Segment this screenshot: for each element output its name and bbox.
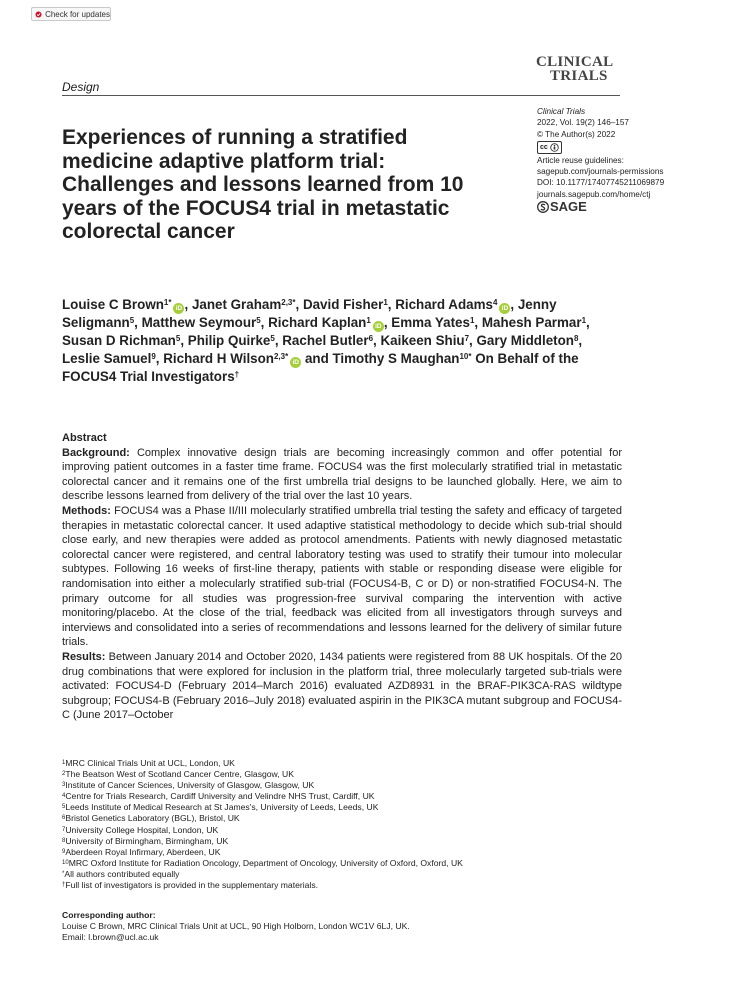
reuse-guidelines-link[interactable]: sagepub.com/journals-permissions [537,167,664,177]
author [62,297,184,312]
affiliation-item [62,802,463,813]
reuse-guidelines-label: Article reuse guidelines: [537,155,624,165]
abstract-methods [62,504,622,650]
author [62,333,180,348]
author-name: Mahesh Parmar [481,315,582,330]
affiliation-item [62,758,463,769]
cc-license-badge[interactable] [537,141,562,154]
author-affiliation-marker: 5 [270,334,275,343]
author-name: Jenny Seligmann [62,297,557,330]
affiliation-number: 2 [62,771,66,778]
abstract-background-text: Complex innovative design trials are becoming increasingly common and offer potential for improving patient outcomes in a faster time frame. FOCUS4 was the first molecularly stratified trial in metastatic colorectal cancer and it remains one of the first umbrella trial designs to be launched globally. Here, we aim to describe lessons learned from delivery of the trial over the last 10 years. [62,446,623,503]
author [332,351,471,366]
affiliation-number: 4 [62,793,66,800]
header-rule [62,95,620,96]
affiliation-item [62,825,463,836]
author [163,351,301,366]
note-item [62,880,318,891]
affiliation-item [62,791,463,802]
affiliation-text: Centre for Trials Research, Cardiff University and Velindre NHS Trust, Cardiff, UK [65,791,375,802]
author-list: Louise C Brown$^{1*}$iD , Janet Graham$^{2,3*}$, David Fisher$^1$, Richard Adams$^4$iD , Jenny Seligmann$^5$, Matthew Seymour$^5$, Richard Kaplan$^1$iD , Emma Yates$^1$, Mahesh Parmar$^1$, Susan D Richman$^5$, Philip Quirke$^5$, Rachel Butler$^6$, Kaikeen Shiu$^7$, Gary Middleton$^8$, Leslie Samuel$^9$, Richard H Wilson$^{2,3*}$iD and Timothy S Maughan$^{10*}$ On Behalf of the FOCUS4 Trial Investigators† [62,297,590,384]
correspondence-email[interactable]: Email: l.brown@ucl.ac.uk [62,932,159,943]
author-name: Richard H Wilson [163,350,274,366]
author-list-and: and [304,350,329,366]
orcid-icon[interactable]: iD [373,321,384,332]
note-item [62,869,318,880]
author [188,333,275,348]
check-for-updates-badge[interactable] [31,7,111,21]
abstract-background-label: Background: [62,446,130,459]
author-name: Richard Adams [395,297,493,312]
author-notes [62,869,318,891]
author-affiliation-marker: 1* [163,298,172,307]
author-affiliation-marker: 8 [573,334,579,343]
affiliation-number: 5 [62,804,66,811]
article-title: Experiences of running a stratified medicine adaptive platform trial: Challenges and lessons learned from 10 years of the FOCUS4 trial in metastatic colorectal cancer [62,126,464,243]
author-affiliation-marker: 2,3* [273,351,289,361]
affiliation-number: 7 [62,826,66,833]
article-doi[interactable]: DOI: 10.1177/17407745211069879 [537,178,665,188]
author-affiliation-marker: 5 [256,316,261,325]
author [395,297,510,312]
affiliation-text: University College Hospital, London, UK [65,824,219,835]
affiliation-text: Aberdeen Royal Infirmary, Aberdeen, UK [65,846,221,857]
affiliation-number: 10 [62,859,69,866]
author [192,297,296,312]
journal-logo-line2: TRIALS [550,68,608,84]
author-name: David Fisher [302,297,384,312]
affiliation-number: 1 [62,760,66,766]
author-name: Matthew Seymour [141,315,257,330]
orcid-icon[interactable]: iD [290,357,301,368]
author-name: Susan D Richman [62,333,176,348]
journal-copyright: © The Author(s) 2022 [537,129,616,139]
author [62,351,156,366]
affiliation-text: Bristol Genetics Laboratory (BGL), Bristol, UK [65,813,240,824]
correspondence-heading: Corresponding author: [62,910,156,920]
abstract-results-text: Between January 2014 and October 2020, 1434 patients were registered from 88 UK hospitals. Of the 20 drug combinations that were explored for inclusion in the platform trial, three molecularly targeted sub-trials were activated: FOCUS4-D (February 2014–March 2016) evaluated AZD8931 in the BRAF-PIK3CA-RAS wildtype subgroup; FOCUS4-B (February 2016–July 2018) evaluated aspirin in the PIK3CA mutant subgroup and FOCUS4-C (June 2017–October [62,650,622,722]
check-for-updates-label: Check for updates [45,9,110,19]
note-text: Full list of investigators is provided in the supplementary materials. [65,880,319,891]
author-name: Emma Yates [391,315,470,330]
author-name: Timothy S Maughan [332,350,460,366]
abstract-results-label: Results: [62,650,106,663]
author-affiliation-marker: 6 [368,334,374,343]
author [391,315,474,330]
journal-citation: 2022, Vol. 19(2) 146–157 [537,118,629,128]
author-affiliation-marker: 1 [469,316,475,325]
affiliation-number: 8 [62,837,66,844]
affiliation-item [62,836,463,847]
abstract [62,431,622,723]
affiliation-text: MRC Oxford Institute for Radiation Oncology, Department of Oncology, University of Oxford, Oxford, UK [68,857,463,868]
author [482,315,586,330]
affiliation-text: Leeds Institute of Medical Research at St James's, University of Leeds, Leeds, UK [65,802,379,813]
correspondence-address: Louise C Brown, MRC Clinical Trials Unit at UCL, 90 High Holborn, London WC1V 6LJ, UK. [62,921,410,932]
affiliations-list [62,758,463,869]
affiliation-text: University of Birmingham, Birmingham, UK [65,835,229,846]
author-name: Janet Graham [191,297,282,312]
author-name: Gary Middleton [476,333,574,348]
affiliation-item [62,813,463,824]
journal-metadata [537,106,664,213]
note-text: All authors contributed equally [64,869,180,879]
affiliation-number: 3 [62,782,66,789]
note-mark: † [62,882,66,889]
author-affiliation-marker: 7 [464,334,470,343]
abstract-background [62,446,622,504]
author-affiliation-marker: 9 [151,351,156,361]
author-affiliation-marker: 10* [459,351,472,361]
abstract-methods-text: FOCUS4 was a Phase II/III molecularly stratified umbrella trial testing the safety and efficacy of targeted therapies in metastatic colorectal cancer. It used adaptive statistical methodology to decide which sub-trial should close early, and new therapies were added as protocol amendments. Patients with newly diagnosed metastatic colorectal cancer were registered, and central laboratory testing was used to stratify their tumour into molecular subtypes. Following 16 weeks of first-line therapy, patients with stable or responding disease were eligible for randomisation into either a molecularly stratified sub-trial (FOCUS4-B, C or D) or non-stratified FOCUS4-N. The primary outcome for all studies was progression-free survival comparing the intervention with active monitoring/placebo. At the close of the trial, feedback was elicited from all investigators through surveys and interviews and consolidated into a series of recommendations and lessons learned for the delivery of similar future trials. [62,504,622,649]
update-icon [35,10,42,19]
journal-home-link[interactable]: journals.sagepub.com/home/ctj [537,189,651,199]
cc-by-icon [550,143,559,152]
affiliation-item [62,858,463,869]
author-name: Louise C Brown [62,297,164,312]
author [268,315,384,330]
abstract-results [62,650,622,723]
author [477,333,579,348]
journal-logo-line1: CLINICAL [536,54,614,70]
author-name: Kaikeen Shiu [380,333,465,348]
orcid-icon[interactable]: iD [499,303,510,314]
author-affiliation-marker: 4 [492,298,498,307]
affiliation-text: Institute of Cancer Sciences, University of Glasgow, Glasgow, UK [65,780,315,791]
author [282,333,373,348]
author [381,333,470,348]
affiliation-number: 6 [62,815,66,822]
affiliation-text: The Beatson West of Scotland Cancer Centre, Glasgow, UK [65,769,294,780]
author-name: Philip Quirke [187,333,271,348]
abstract-methods-label: Methods: [62,504,111,517]
author-affiliation-marker: 1 [581,316,587,325]
journal-logo [536,55,613,83]
correspondence [62,910,410,943]
affiliation-text: MRC Clinical Trials Unit at UCL, London, UK [65,758,235,768]
abstract-heading: Abstract [62,432,107,444]
author-group-suffix: On Behalf of the FOCUS4 Trial Investigators [62,350,579,384]
author-affiliation-marker: 1 [383,298,388,307]
author-affiliation-marker: 5 [129,316,135,325]
cc-label: cc [540,143,548,151]
note-mark: * [62,871,65,877]
affiliation-number: 9 [62,848,66,855]
author-name: Leslie Samuel [62,350,152,366]
affiliation-item [62,847,463,858]
sage-label: SAGE [550,199,587,215]
section-label: Design [62,80,100,94]
sage-emblem-icon [537,201,549,213]
orcid-icon[interactable]: iD [173,303,184,314]
author-affiliation-marker: 1 [366,316,371,325]
sage-logo [537,201,664,213]
author-group-marker: † [234,369,240,379]
affiliation-item [62,769,463,780]
author-name: Rachel Butler [282,333,369,348]
author-affiliation-marker: 5 [175,334,181,343]
author [303,297,388,312]
author-name: Richard Kaplan [268,315,367,330]
author [142,315,261,330]
affiliation-item [62,780,463,791]
journal-name: Clinical Trials [537,107,586,116]
author-affiliation-marker: 2,3* [281,298,296,307]
